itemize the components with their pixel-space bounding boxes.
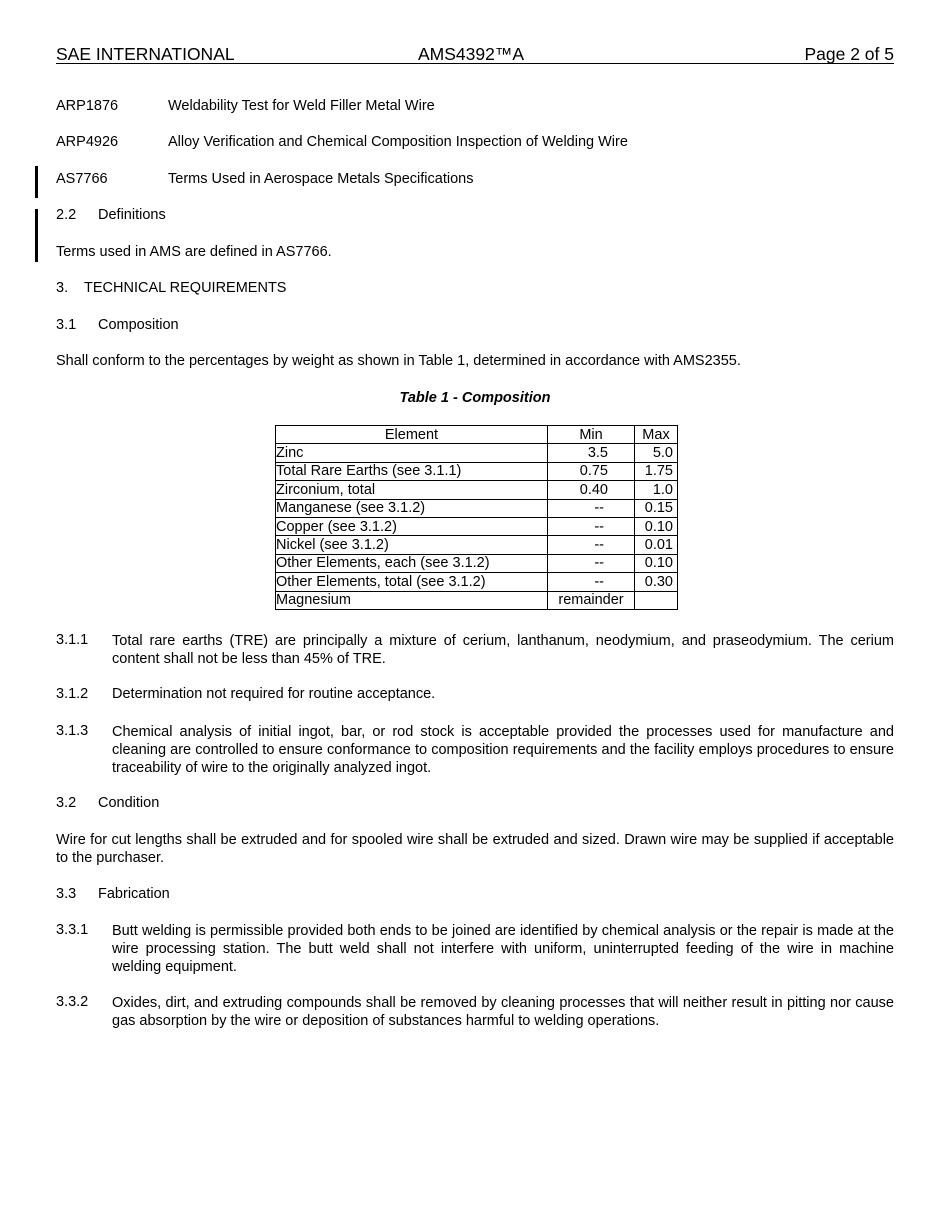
table-header-row <box>276 426 678 444</box>
table-cell: 1.75 <box>635 462 678 480</box>
composition-table <box>275 425 678 610</box>
table-cell: -- <box>548 536 635 554</box>
table-cell: Other Elements, total (see 3.1.2) <box>276 573 548 591</box>
table-cell: -- <box>548 499 635 517</box>
reference-code: ARP4926 <box>56 134 119 150</box>
section-text: Butt welding is permissible provided both ends to be joined are identified by chemical analysis or the repair is made at the wire processing station. The butt weld shall not interfere with uniform, uninterrupted feeding of the wire in machine welding equipment. <box>112 923 894 975</box>
section-heading: Composition <box>98 317 179 333</box>
table-row <box>276 481 678 499</box>
section-number: 3.3 <box>56 886 77 902</box>
table-cell: Zinc <box>276 444 548 462</box>
page-header <box>56 43 894 64</box>
reference-code: ARP1876 <box>56 98 119 114</box>
section-heading: Definitions <box>98 207 166 223</box>
section-heading: Fabrication <box>98 886 170 902</box>
table-cell: Zirconium, total <box>276 481 548 499</box>
table-cell: remainder <box>548 591 635 609</box>
table-cell: -- <box>548 573 635 591</box>
table-cell: 0.15 <box>635 499 678 517</box>
table-cell: Other Elements, each (see 3.1.2) <box>276 554 548 572</box>
table-cell: 3.5 <box>548 444 635 462</box>
section-number: 3.2 <box>56 795 77 811</box>
table-cell: 0.30 <box>635 573 678 591</box>
change-bar <box>35 166 38 198</box>
table-row <box>276 462 678 480</box>
section-number: 3.3.2 <box>56 994 89 1010</box>
table-row <box>276 536 678 554</box>
section-number: 3. <box>56 280 69 296</box>
section-text: Terms used in AMS are defined in AS7766. <box>56 244 332 260</box>
table-cell: Copper (see 3.1.2) <box>276 517 548 535</box>
table-caption: Table 1 - Composition <box>399 390 551 406</box>
table-cell: -- <box>548 554 635 572</box>
header-page-number: Page 2 of 5 <box>804 44 894 64</box>
column-header: Min <box>548 426 635 444</box>
section-heading: Condition <box>98 795 160 811</box>
table-cell: 1.0 <box>635 481 678 499</box>
section-text: Oxides, dirt, and extruding compounds shall be removed by cleaning processes that will neither result in pitting nor cause gas absorption by the wire or deposition of substances harmful to welding operations. <box>112 995 894 1029</box>
section-text: Total rare earths (TRE) are principally a mixture of cerium, lanthanum, neodymium, and praseodymium. The cerium content shall not be less than 45% of TRE. <box>112 633 894 667</box>
table-row <box>276 499 678 517</box>
table-cell: Total Rare Earths (see 3.1.1) <box>276 462 548 480</box>
section-number: 3.3.1 <box>56 922 89 938</box>
section-text: Shall conform to the percentages by weight as shown in Table 1, determined in accordance with AMS2355. <box>56 353 741 369</box>
table-cell: 0.10 <box>635 554 678 572</box>
section-number: 3.1.1 <box>56 632 89 648</box>
table-row <box>276 444 678 462</box>
table-cell: -- <box>548 517 635 535</box>
table-cell: 0.10 <box>635 517 678 535</box>
table-row <box>276 591 678 609</box>
reference-item <box>56 171 108 187</box>
table-cell: 0.01 <box>635 536 678 554</box>
reference-title: Terms Used in Aerospace Metals Specifications <box>168 171 474 187</box>
reference-item <box>56 98 118 114</box>
section-number: 3.1.2 <box>56 686 89 702</box>
section-number: 3.1 <box>56 317 77 333</box>
table-cell: Nickel (see 3.1.2) <box>276 536 548 554</box>
table-cell: 5.0 <box>635 444 678 462</box>
header-doc-id: AMS4392™A <box>418 44 525 64</box>
change-bar <box>35 209 38 262</box>
table-row <box>276 517 678 535</box>
table-row <box>276 573 678 591</box>
section-number: 3.1.3 <box>56 723 89 739</box>
section-text: Wire for cut lengths shall be extruded and for spooled wire shall be extruded and sized. Drawn wire may be supplied if acceptable to the purchaser. <box>56 832 894 866</box>
column-header: Element <box>276 426 548 444</box>
section-number: 2.2 <box>56 207 77 223</box>
section-heading: TECHNICAL REQUIREMENTS <box>84 280 287 296</box>
reference-item <box>56 134 118 150</box>
reference-code: AS7766 <box>56 171 108 187</box>
table-row <box>276 554 678 572</box>
table-cell: 0.75 <box>548 462 635 480</box>
table-cell: 0.40 <box>548 481 635 499</box>
reference-title: Weldability Test for Weld Filler Metal Wire <box>168 98 435 114</box>
reference-title: Alloy Verification and Chemical Composition Inspection of Welding Wire <box>168 134 628 150</box>
header-org: SAE INTERNATIONAL <box>56 44 235 64</box>
table-cell: Magnesium <box>276 591 548 609</box>
section-text: Determination not required for routine acceptance. <box>112 686 436 702</box>
section-text: Chemical analysis of initial ingot, bar, or rod stock is acceptable provided the processes used for manufacture and cleaning are controlled to ensure conformance to composition requirements and the facility employs procedures to ensure traceability of wire to the originally analyzed ingot. <box>112 724 894 776</box>
column-header: Max <box>635 426 678 444</box>
table-cell <box>635 591 678 609</box>
table-cell: Manganese (see 3.1.2) <box>276 499 548 517</box>
